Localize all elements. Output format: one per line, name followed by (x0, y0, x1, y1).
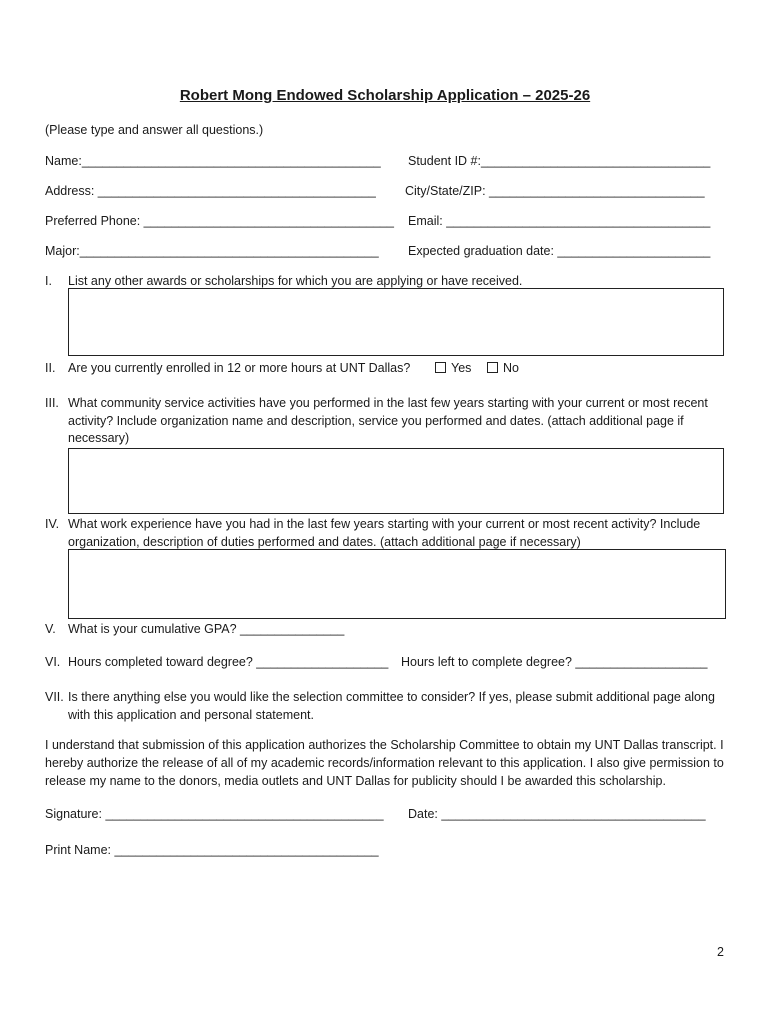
question-text: Are you currently enrolled in 12 or more hours at UNT Dallas? (68, 361, 411, 375)
question-number: III. (45, 396, 59, 410)
question-number: IV. (45, 517, 60, 531)
city-state-zip-field[interactable]: City/State/ZIP: _______________________________ (405, 184, 705, 198)
student-id-field[interactable]: Student ID #:_________________________________ (408, 154, 711, 168)
question-text: List any other awards or scholarships for which you are applying or have received. (68, 274, 523, 288)
hours-completed-field[interactable]: Hours completed toward degree? ___________________ (68, 655, 389, 669)
community-service-answer-box[interactable] (68, 448, 724, 514)
yes-label: Yes (451, 361, 472, 375)
yes-option[interactable] (435, 360, 471, 376)
no-label: No (503, 361, 519, 375)
major-field[interactable]: Major:___________________________________________ (45, 244, 379, 258)
work-experience-answer-box[interactable] (68, 549, 726, 619)
question-number: V. (45, 622, 56, 636)
question-text: What community service activities have you performed in the last few years starting with your current or most recent activity? Include organization name and description, service you performed and dates. (attach additional page if necessary) (68, 396, 708, 445)
authorization-statement: I understand that submission of this application authorizes the Scholarship Committee to obtain my UNT Dallas transcript. I hereby authorize the release of all of my academic records/information relevant to this application. I also give permission to release my name to the donors, media outlets and UNT Dallas for publicity should I be awarded this scholarship. (45, 738, 724, 788)
phone-field[interactable]: Preferred Phone: ____________________________________ (45, 214, 394, 228)
question-number: II. (45, 361, 56, 375)
awards-answer-box[interactable] (68, 288, 724, 356)
question-number: VII. (45, 690, 64, 704)
gpa-field[interactable]: What is your cumulative GPA? _______________ (68, 622, 345, 636)
signature-field[interactable]: Signature: ________________________________________ (45, 807, 384, 821)
page-number: 2 (717, 945, 724, 959)
hours-left-field[interactable]: Hours left to complete degree? ___________________ (401, 655, 708, 669)
print-name-field[interactable]: Print Name: ______________________________________ (45, 843, 379, 857)
question-text: What work experience have you had in the last few years starting with your current or most recent activity? Include organization, description of duties performed and dates. (attach additional page if necessary) (68, 517, 701, 549)
name-field[interactable]: Name:___________________________________________ (45, 154, 381, 168)
question-number: VI. (45, 655, 61, 669)
instructions: (Please type and answer all questions.) (45, 123, 264, 137)
page-title: Robert Mong Endowed Scholarship Application – 2025-26 (179, 87, 591, 104)
address-field[interactable]: Address: ________________________________________ (45, 184, 376, 198)
grad-date-field[interactable]: Expected graduation date: ______________________ (408, 244, 711, 258)
question-text: Is there anything else you would like the selection committee to consider? If yes, please submit additional page along with this application and personal statement. (68, 690, 715, 722)
no-checkbox[interactable] (487, 362, 498, 373)
question-number: I. (45, 274, 52, 288)
no-option[interactable] (487, 360, 519, 376)
email-field[interactable]: Email: ______________________________________ (408, 214, 711, 228)
yes-checkbox[interactable] (435, 362, 446, 373)
date-field[interactable]: Date: ______________________________________ (408, 807, 706, 821)
